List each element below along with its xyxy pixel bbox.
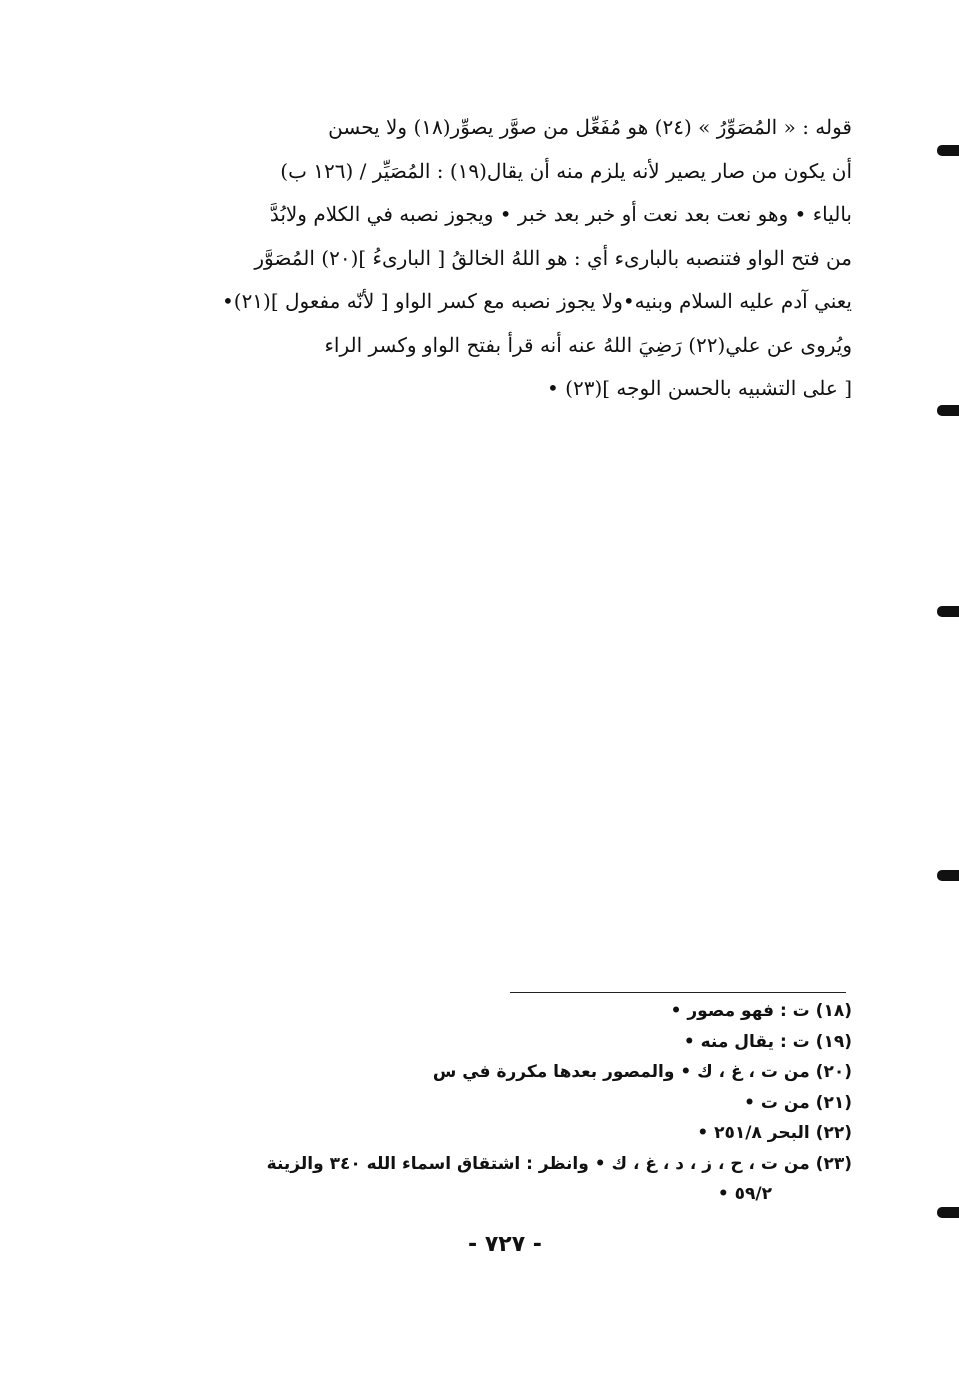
footnote-18: (١٨) ت : فهو مصور • [670, 1001, 852, 1021]
edge-mark [937, 405, 959, 416]
body-line-7: [ على التشبيه بالحسن الوجه ](٢٣) • [547, 376, 852, 400]
footnote-separator [510, 992, 846, 993]
footnote-20: (٢٠) من ت ، غ ، ك • والمصور بعدها مكررة في س [432, 1062, 852, 1082]
edge-mark [937, 606, 959, 617]
footnotes-block [140, 996, 852, 1210]
edge-mark [937, 870, 959, 881]
body-line-3: بالياء • وهو نعت بعد نعت أو خبر بعد خبر • ويجوز نصبه في الكلام ولابُدَّ [269, 202, 852, 226]
body-line-2: أن يكون من صار يصير لأنه يلزم منه أن يقال(١٩) : المُصَيِّر / (١٢٦ ب) [280, 158, 852, 183]
footnote-21: (٢١) من ت • [744, 1092, 852, 1113]
main-text-block [140, 106, 852, 411]
footnote-22: (٢٢) البحر ٢٥١/٨ • [697, 1123, 852, 1143]
body-line-5: يعني آدم عليه السلام وبنيه•ولا يجوز نصبه مع كسر الواو [ لأنّه مفعول ](٢١)• [221, 289, 852, 313]
body-line-6: ويُروى عن علي(٢٢) رَضِيَ اللهُ عنه أنه قرأ بفتح الواو وكسر الراء [324, 332, 852, 357]
body-line-1: قوله : « المُصَوِّرُ » (٢٤) هو مُفَعِّل من صوَّر يصوِّر(١٨) ولا يحسن [328, 115, 852, 139]
footnote-23: (٢٣) من ت ، ح ، ز ، د ، غ ، ك • وانظر : اشتقاق اسماء الله ٣٤٠ والزينة [266, 1153, 852, 1174]
footnote-19: (١٩) ت : يقال منه • [683, 1031, 852, 1052]
page-number: - ٧٢٧ - [468, 1232, 542, 1257]
footnote-23-continuation: ٥٩/٢ • [717, 1184, 772, 1204]
body-line-4: من فتح الواو فتنصبه بالبارىء أي : هو اللهُ الخالقُ [ البارىءُ ](٢٠) المُصَوَّر [254, 245, 852, 270]
edge-mark [937, 145, 959, 156]
edge-mark [937, 1207, 959, 1218]
